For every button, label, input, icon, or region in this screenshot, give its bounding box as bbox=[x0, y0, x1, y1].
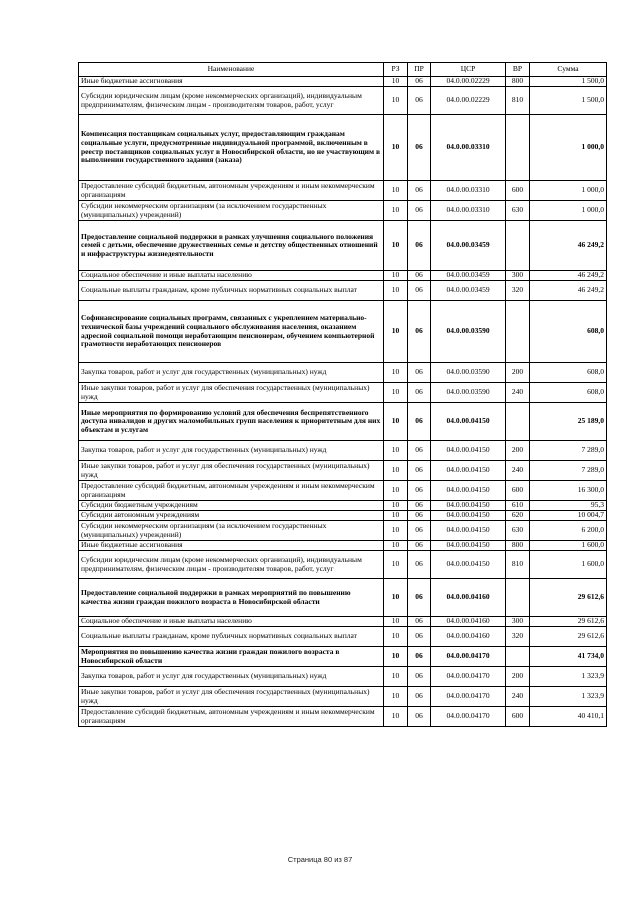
table-row bbox=[79, 281, 607, 301]
cell-vr: 240 bbox=[506, 383, 530, 403]
table-row bbox=[79, 181, 607, 201]
column-header-sum: Сумма bbox=[530, 63, 607, 77]
cell-rz: 10 bbox=[384, 617, 408, 627]
cell-vr: 320 bbox=[506, 627, 530, 647]
cell-vr: 600 bbox=[506, 707, 530, 727]
cell-name: Закупка товаров, работ и услуг для государственных (муниципальных) нужд bbox=[79, 441, 384, 461]
cell-sum: 29 612,6 bbox=[530, 579, 607, 617]
cell-rz: 10 bbox=[384, 521, 408, 541]
table-row bbox=[79, 403, 607, 441]
cell-vr: 600 bbox=[506, 481, 530, 501]
cell-pr: 06 bbox=[408, 617, 431, 627]
cell-sum: 1 323,9 bbox=[530, 687, 607, 707]
cell-rz: 10 bbox=[384, 541, 408, 551]
column-header-name: Наименование bbox=[79, 63, 384, 77]
cell-sum: 29 612,6 bbox=[530, 627, 607, 647]
cell-rz: 10 bbox=[384, 181, 408, 201]
cell-pr: 06 bbox=[408, 363, 431, 383]
cell-name: Софинансирование социальных программ, связанных с укреплением материально-технической базы учреждений социального обслуживания населения, оказанием адресной социальной помощи неработающим пенсионерам, обучением компьютерной грамотности неработающих пенсионеров bbox=[79, 301, 384, 363]
cell-csr: 04.0.00.03590 bbox=[431, 383, 506, 403]
cell-name: Иные закупки товаров, работ и услуг для обеспечения государственных (муниципальных) нужд bbox=[79, 687, 384, 707]
table-row bbox=[79, 521, 607, 541]
cell-vr: 240 bbox=[506, 687, 530, 707]
cell-rz: 10 bbox=[384, 383, 408, 403]
table-row bbox=[79, 707, 607, 727]
cell-rz: 10 bbox=[384, 667, 408, 687]
cell-sum: 7 289,0 bbox=[530, 461, 607, 481]
cell-sum: 1 500,0 bbox=[530, 77, 607, 87]
cell-csr: 04.0.00.04170 bbox=[431, 707, 506, 727]
cell-name: Предоставление социальной поддержки в рамках улучшения социального положения семей с детьми, обеспечение дружественных семье и детству общественных отношений и инфраструктуры жизнедеятельности bbox=[79, 221, 384, 271]
column-header-vr: ВР bbox=[506, 63, 530, 77]
cell-vr bbox=[506, 403, 530, 441]
cell-name: Социальное обеспечение и иные выплаты населению bbox=[79, 271, 384, 281]
cell-vr bbox=[506, 647, 530, 667]
cell-rz: 10 bbox=[384, 579, 408, 617]
table-row bbox=[79, 221, 607, 271]
cell-name: Иные бюджетные ассигнования bbox=[79, 77, 384, 87]
cell-name: Социальные выплаты гражданам, кроме публичных нормативных социальных выплат bbox=[79, 281, 384, 301]
cell-rz: 10 bbox=[384, 647, 408, 667]
table-header-row bbox=[79, 63, 607, 77]
cell-csr: 04.0.00.04150 bbox=[431, 521, 506, 541]
cell-rz: 10 bbox=[384, 687, 408, 707]
cell-csr: 04.0.00.04150 bbox=[431, 511, 506, 521]
cell-csr: 04.0.00.03310 bbox=[431, 201, 506, 221]
cell-csr: 04.0.00.04170 bbox=[431, 667, 506, 687]
cell-csr: 04.0.00.03310 bbox=[431, 181, 506, 201]
cell-name: Социальное обеспечение и иные выплаты населению bbox=[79, 617, 384, 627]
cell-vr: 300 bbox=[506, 617, 530, 627]
cell-name: Закупка товаров, работ и услуг для государственных (муниципальных) нужд bbox=[79, 667, 384, 687]
cell-pr: 06 bbox=[408, 687, 431, 707]
cell-name: Субсидии некоммерческим организациям (за исключением государственных (муниципальных) учреждений) bbox=[79, 201, 384, 221]
cell-sum: 6 200,0 bbox=[530, 521, 607, 541]
cell-rz: 10 bbox=[384, 301, 408, 363]
cell-name: Иные закупки товаров, работ и услуг для обеспечения государственных (муниципальных) нужд bbox=[79, 383, 384, 403]
cell-vr: 200 bbox=[506, 363, 530, 383]
cell-name: Иные закупки товаров, работ и услуг для обеспечения государственных (муниципальных) нужд bbox=[79, 461, 384, 481]
table-row bbox=[79, 541, 607, 551]
page-number-footer: Страница 80 из 87 bbox=[287, 855, 353, 864]
table-row bbox=[79, 501, 607, 511]
column-header-rz: РЗ bbox=[384, 63, 408, 77]
cell-vr bbox=[506, 579, 530, 617]
cell-vr: 200 bbox=[506, 667, 530, 687]
cell-vr: 240 bbox=[506, 461, 530, 481]
cell-name: Предоставление социальной поддержки в рамках мероприятий по повышению качества жизни граждан пожилого возраста в Новосибирской области bbox=[79, 579, 384, 617]
table-row bbox=[79, 383, 607, 403]
cell-csr: 04.0.00.03459 bbox=[431, 221, 506, 271]
cell-rz: 10 bbox=[384, 461, 408, 481]
cell-pr: 06 bbox=[408, 647, 431, 667]
cell-name: Субсидии юридическим лицам (кроме некоммерческих организаций), индивидуальным предпринимателям, физическим лицам - производителям товаров, работ, услуг bbox=[79, 551, 384, 579]
table-row bbox=[79, 363, 607, 383]
table-row bbox=[79, 461, 607, 481]
cell-vr: 800 bbox=[506, 541, 530, 551]
cell-rz: 10 bbox=[384, 707, 408, 727]
table-row bbox=[79, 271, 607, 281]
table-body bbox=[79, 77, 607, 727]
cell-name: Субсидии бюджетным учреждениям bbox=[79, 501, 384, 511]
cell-rz: 10 bbox=[384, 281, 408, 301]
cell-pr: 06 bbox=[408, 707, 431, 727]
cell-sum: 16 300,0 bbox=[530, 481, 607, 501]
table-row bbox=[79, 87, 607, 115]
cell-vr: 630 bbox=[506, 521, 530, 541]
cell-pr: 06 bbox=[408, 521, 431, 541]
cell-vr: 320 bbox=[506, 281, 530, 301]
cell-sum: 29 612,6 bbox=[530, 617, 607, 627]
cell-sum: 46 249,2 bbox=[530, 221, 607, 271]
table-row bbox=[79, 301, 607, 363]
cell-rz: 10 bbox=[384, 403, 408, 441]
cell-csr: 04.0.00.04150 bbox=[431, 481, 506, 501]
cell-name: Предоставление субсидий бюджетным, автономным учреждениям и иным некоммерческим организациям bbox=[79, 707, 384, 727]
cell-name: Субсидии юридическим лицам (кроме некоммерческих организаций), индивидуальным предпринимателям, физическим лицам - производителям товаров, работ, услуг bbox=[79, 87, 384, 115]
table-row bbox=[79, 77, 607, 87]
cell-sum: 608,0 bbox=[530, 301, 607, 363]
cell-csr: 04.0.00.04150 bbox=[431, 461, 506, 481]
cell-csr: 04.0.00.02229 bbox=[431, 87, 506, 115]
table-row bbox=[79, 617, 607, 627]
cell-pr: 06 bbox=[408, 441, 431, 461]
table-row bbox=[79, 511, 607, 521]
cell-sum: 1 600,0 bbox=[530, 551, 607, 579]
table-row bbox=[79, 441, 607, 461]
cell-pr: 06 bbox=[408, 481, 431, 501]
cell-pr: 06 bbox=[408, 461, 431, 481]
cell-pr: 06 bbox=[408, 221, 431, 271]
cell-sum: 7 289,0 bbox=[530, 441, 607, 461]
cell-csr: 04.0.00.04150 bbox=[431, 551, 506, 579]
cell-rz: 10 bbox=[384, 501, 408, 511]
cell-csr: 04.0.00.04160 bbox=[431, 617, 506, 627]
cell-pr: 06 bbox=[408, 403, 431, 441]
cell-sum: 41 734,0 bbox=[530, 647, 607, 667]
cell-sum: 608,0 bbox=[530, 363, 607, 383]
cell-pr: 06 bbox=[408, 579, 431, 617]
cell-vr bbox=[506, 115, 530, 181]
cell-name: Социальные выплаты гражданам, кроме публичных нормативных социальных выплат bbox=[79, 627, 384, 647]
cell-pr: 06 bbox=[408, 115, 431, 181]
table-row bbox=[79, 667, 607, 687]
cell-sum: 95,3 bbox=[530, 501, 607, 511]
cell-csr: 04.0.00.03459 bbox=[431, 281, 506, 301]
cell-rz: 10 bbox=[384, 201, 408, 221]
cell-rz: 10 bbox=[384, 87, 408, 115]
cell-csr: 04.0.00.04150 bbox=[431, 441, 506, 461]
cell-rz: 10 bbox=[384, 481, 408, 501]
cell-name: Иные бюджетные ассигнования bbox=[79, 541, 384, 551]
cell-rz: 10 bbox=[384, 441, 408, 461]
cell-vr: 800 bbox=[506, 77, 530, 87]
cell-rz: 10 bbox=[384, 627, 408, 647]
cell-sum: 1 600,0 bbox=[530, 541, 607, 551]
cell-csr: 04.0.00.04170 bbox=[431, 647, 506, 667]
table-row bbox=[79, 647, 607, 667]
table-row bbox=[79, 579, 607, 617]
cell-vr: 620 bbox=[506, 511, 530, 521]
cell-pr: 06 bbox=[408, 301, 431, 363]
column-header-pr: ПР bbox=[408, 63, 431, 77]
cell-csr: 04.0.00.02229 bbox=[431, 77, 506, 87]
cell-rz: 10 bbox=[384, 271, 408, 281]
cell-name: Предоставление субсидий бюджетным, автономным учреждениям и иным некоммерческим организациям bbox=[79, 481, 384, 501]
cell-pr: 06 bbox=[408, 201, 431, 221]
cell-sum: 1 000,0 bbox=[530, 115, 607, 181]
cell-rz: 10 bbox=[384, 511, 408, 521]
cell-pr: 06 bbox=[408, 383, 431, 403]
cell-pr: 06 bbox=[408, 551, 431, 579]
cell-pr: 06 bbox=[408, 271, 431, 281]
cell-name: Предоставление субсидий бюджетным, автономным учреждениям и иным некоммерческим организациям bbox=[79, 181, 384, 201]
budget-table bbox=[78, 62, 607, 727]
cell-vr: 810 bbox=[506, 551, 530, 579]
cell-name: Субсидии автономным учреждениям bbox=[79, 511, 384, 521]
cell-name: Мероприятия по повышению качества жизни граждан пожилого возраста в Новосибирской области bbox=[79, 647, 384, 667]
column-header-csr: ЦСР bbox=[431, 63, 506, 77]
cell-csr: 04.0.00.04150 bbox=[431, 501, 506, 511]
cell-pr: 06 bbox=[408, 87, 431, 115]
cell-pr: 06 bbox=[408, 667, 431, 687]
cell-name: Субсидии некоммерческим организациям (за исключением государственных (муниципальных) учреждений) bbox=[79, 521, 384, 541]
cell-rz: 10 bbox=[384, 363, 408, 383]
cell-csr: 04.0.00.03459 bbox=[431, 271, 506, 281]
cell-csr: 04.0.00.04160 bbox=[431, 579, 506, 617]
cell-pr: 06 bbox=[408, 281, 431, 301]
cell-rz: 10 bbox=[384, 221, 408, 271]
table-row bbox=[79, 201, 607, 221]
cell-sum: 1 500,0 bbox=[530, 87, 607, 115]
cell-sum: 10 004,7 bbox=[530, 511, 607, 521]
cell-sum: 1 000,0 bbox=[530, 201, 607, 221]
cell-name: Иные мероприятия по формированию условий для обеспечения беспрепятственного доступа инвалидов и других маломобильных групп населения к приоритетным для них объектам и услугам bbox=[79, 403, 384, 441]
cell-sum: 46 249,2 bbox=[530, 271, 607, 281]
cell-pr: 06 bbox=[408, 501, 431, 511]
cell-pr: 06 bbox=[408, 541, 431, 551]
cell-vr bbox=[506, 301, 530, 363]
cell-csr: 04.0.00.04160 bbox=[431, 627, 506, 647]
cell-csr: 04.0.00.04150 bbox=[431, 541, 506, 551]
cell-pr: 06 bbox=[408, 511, 431, 521]
cell-name: Компенсация поставщикам социальных услуг, предоставляющим гражданам социальные услуги, предусмотренные индивидуальной программой, включенным в реестр поставщиков социальных услуг в Новосибирской области, но не участвующим в выполнении государственного задания (заказа) bbox=[79, 115, 384, 181]
cell-vr: 810 bbox=[506, 87, 530, 115]
cell-rz: 10 bbox=[384, 115, 408, 181]
cell-name: Закупка товаров, работ и услуг для государственных (муниципальных) нужд bbox=[79, 363, 384, 383]
cell-vr: 300 bbox=[506, 271, 530, 281]
cell-vr: 200 bbox=[506, 441, 530, 461]
cell-sum: 46 249,2 bbox=[530, 281, 607, 301]
table-row bbox=[79, 481, 607, 501]
cell-sum: 1 323,9 bbox=[530, 667, 607, 687]
cell-sum: 1 000,0 bbox=[530, 181, 607, 201]
cell-csr: 04.0.00.04170 bbox=[431, 687, 506, 707]
cell-sum: 25 189,0 bbox=[530, 403, 607, 441]
cell-csr: 04.0.00.04150 bbox=[431, 403, 506, 441]
cell-vr bbox=[506, 221, 530, 271]
cell-vr: 600 bbox=[506, 181, 530, 201]
cell-csr: 04.0.00.03310 bbox=[431, 115, 506, 181]
cell-pr: 06 bbox=[408, 77, 431, 87]
table-row bbox=[79, 687, 607, 707]
cell-vr: 610 bbox=[506, 501, 530, 511]
cell-csr: 04.0.00.03590 bbox=[431, 363, 506, 383]
cell-sum: 608,0 bbox=[530, 383, 607, 403]
cell-pr: 06 bbox=[408, 627, 431, 647]
cell-vr: 630 bbox=[506, 201, 530, 221]
cell-sum: 40 410,1 bbox=[530, 707, 607, 727]
table-row bbox=[79, 115, 607, 181]
cell-pr: 06 bbox=[408, 181, 431, 201]
cell-rz: 10 bbox=[384, 77, 408, 87]
table-row bbox=[79, 551, 607, 579]
table-row bbox=[79, 627, 607, 647]
cell-csr: 04.0.00.03590 bbox=[431, 301, 506, 363]
cell-rz: 10 bbox=[384, 551, 408, 579]
